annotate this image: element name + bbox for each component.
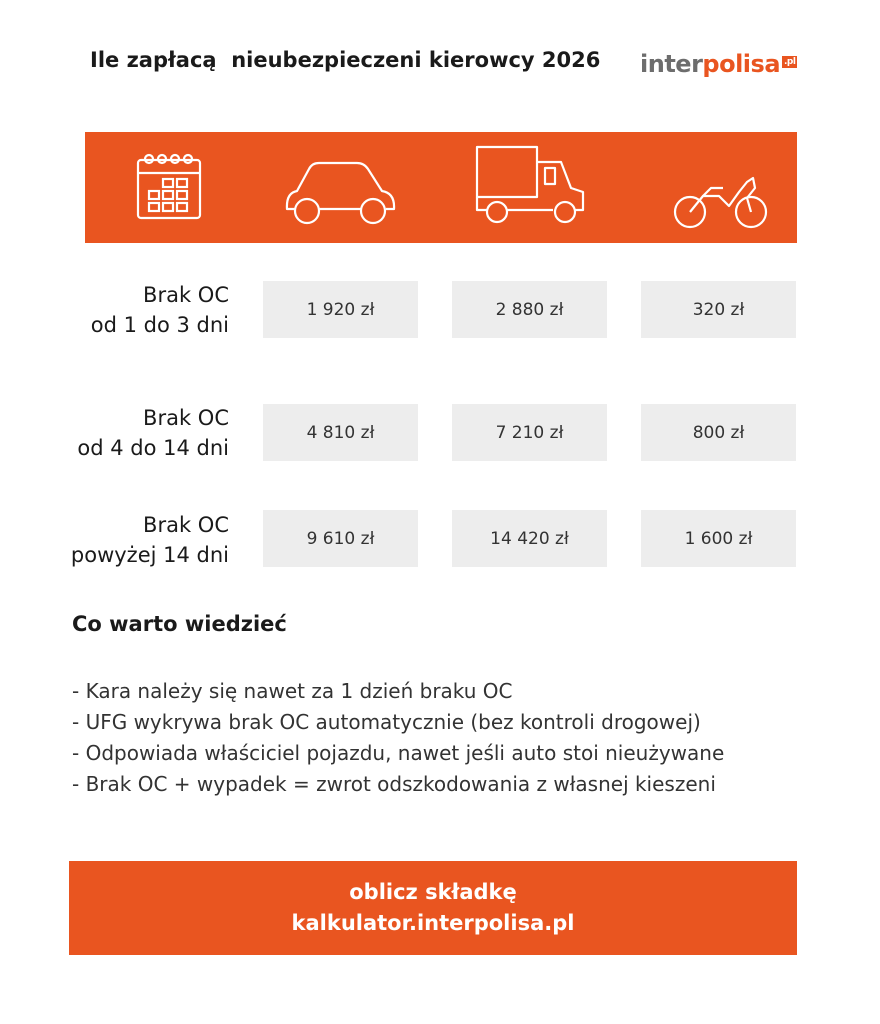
price-motorcycle-over-14-days: 1 600 zł (641, 510, 796, 567)
price-motorcycle-4-14-days: 800 zł (641, 404, 796, 461)
price-car-4-14-days: 4 810 zł (263, 404, 418, 461)
page-title: Ile zapłacą nieubezpieczeni kierowcy 2026 (90, 48, 601, 72)
info-item: - Brak OC + wypadek = zwrot odszkodowania z własnej kieszeni (72, 772, 716, 796)
logo-badge-pl: .pl (784, 57, 796, 67)
vehicle-icon-bar (85, 132, 797, 243)
calendar-icon (135, 151, 205, 223)
car-icon (283, 159, 398, 227)
interpolisa-logo[interactable] (640, 50, 797, 78)
row-label-1-3-days: Brak OC od 1 do 3 dni (90, 283, 229, 337)
info-list (72, 676, 724, 800)
row-label-4-14-days: Brak OC od 4 do 14 dni (77, 406, 229, 460)
motorcycle-icon (673, 176, 769, 230)
price-truck-1-3-days: 2 880 zł (452, 281, 607, 338)
calculator-cta-banner[interactable] (69, 861, 797, 955)
info-item: - UFG wykrywa brak OC automatycznie (bez kontroli drogowej) (72, 710, 701, 734)
truck-icon (473, 144, 589, 226)
info-item: - Odpowiada właściciel pojazdu, nawet jeśli auto stoi nieużywane (72, 741, 725, 765)
info-heading: Co warto wiedzieć (72, 612, 287, 636)
price-car-over-14-days: 9 610 zł (263, 510, 418, 567)
price-motorcycle-1-3-days: 320 zł (641, 281, 796, 338)
cta-link[interactable]: kalkulator.interpolisa.pl (291, 911, 575, 935)
info-item: - Kara należy się nawet za 1 dzień braku OC (72, 679, 513, 703)
row-label-over-14-days: Brak OC powyżej 14 dni (70, 513, 229, 567)
price-truck-4-14-days: 7 210 zł (452, 404, 607, 461)
price-car-1-3-days: 1 920 zł (263, 281, 418, 338)
logo-part-inter: inter (640, 50, 703, 78)
cta-line-1: oblicz składkę (349, 880, 517, 904)
logo-part-polisa: polisa (702, 50, 781, 78)
price-truck-over-14-days: 14 420 zł (452, 510, 607, 567)
